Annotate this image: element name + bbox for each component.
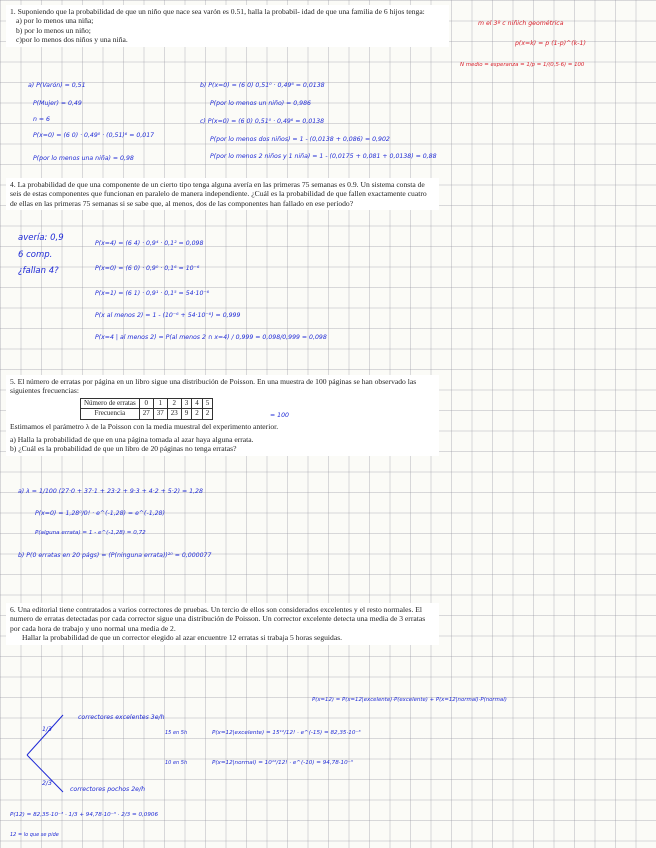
hw5-a1: a) λ = 1/100 (27·0 + 37·1 + 23·2 + 9·3 + 4·2 + 5·2) = 1,28	[18, 488, 203, 495]
hw4-l1: P(x=4) = (6 4) · 0,9⁴ · 0,1² = 0,098	[95, 240, 204, 247]
problem-5-a: a) Halla la probabilidad de que en una página tomada al azar haya alguna errata.	[10, 435, 254, 445]
table-cell: 27	[139, 409, 153, 419]
problem-1	[6, 5, 449, 47]
frequency-table	[80, 398, 213, 420]
table-cell: 37	[153, 409, 167, 419]
hw1-c3: P(por lo menos 2 niños y 1 niña) = 1 - (0,0175 + 0,081 + 0,0138) = 0,88	[210, 153, 437, 160]
hw6-third: 1/3	[42, 726, 52, 733]
hw6-pnorm: P(x=12|normal) = 10¹²/12! · e^(-10) = 94,78·10⁻³	[212, 760, 353, 766]
hw6-pexc: P(x=12|excelente) = 15¹²/12! · e^(-15) = 82,35·10⁻³	[212, 730, 361, 736]
table-cell: 3	[181, 398, 192, 408]
problem-6-text-2: Hallar la probabilidad de que un corrector elegido al azar encuentre 12 erratas si trabaja 5 horas seguidas.	[22, 633, 343, 643]
frequency-table-wrap	[10, 396, 435, 422]
margin-note-3: N medio = esperanza = 1/p = 1/(0,5·6) = 100	[460, 62, 585, 68]
hw4-l5: P(x=4 | al menos 2) = P(al menos 2 ∩ x=4) / 0,999 = 0,098/0,999 = 0,098	[95, 334, 327, 341]
hw1-b2: P(por lo menos un niño) = 0,986	[210, 100, 311, 107]
problem-4-text: 4. La probabilidad de que una componente de un cierto tipo tenga alguna avería en las primeras 75 semanas es 0.9. Un sistema consta de seis de estas componentes que funcionan en paralelo de manera independiente. ¿Cuál es la probabilidad de que fallen exactamente cuatro de ellas en las primeras 75 semanas si se sabe que, al menos, dos de las componentes han fallado en ese período?	[10, 180, 427, 208]
table-cell: 5	[202, 398, 213, 408]
table-row-label: Frecuencia	[81, 409, 140, 419]
problem-5-lambda-note: Estimamos el parámetro λ de la Poisson con la media muestral del experimento anterior.	[10, 421, 279, 431]
hw6-frac: 15 en 5h	[165, 730, 188, 736]
table-cell: 0	[139, 398, 153, 408]
hw1-b1: b) P(x=0) = (6 0) 0,51⁰ · 0,49⁶ = 0,0138	[200, 82, 325, 89]
hw1-a2: P(Mujer) = 0,49	[33, 100, 82, 107]
hw1-a3: n = 6	[33, 116, 50, 123]
hw4-n2: 6 comp.	[18, 250, 53, 260]
problem-1-a: a) por lo menos una niña;	[16, 16, 94, 26]
hw6-exc: correctores excelentes 3e/h	[78, 714, 165, 721]
hw5-a2: P(x=0) = 1,28⁰/0! · e^(-1,28) = e^(-1,28)	[35, 510, 165, 517]
margin-note-2: p(x=k) = p (1-p)^(k-1)	[515, 40, 586, 47]
table-total: = 100	[270, 411, 289, 419]
table-cell: 9	[181, 409, 192, 419]
hw4-l3: P(x=1) = (6 1) · 0,9¹ · 0,1⁵ = 54·10⁻⁶	[95, 290, 210, 297]
table-cell: 2	[202, 409, 213, 419]
hw6-twothirds: 2/3	[42, 780, 52, 787]
hw1-c1: c) P(x=0) = (6 0) 0,51⁰ · 0,49⁶ = 0,0138	[200, 118, 325, 125]
table-row	[81, 398, 213, 408]
problem-1-c: c)por lo menos dos niños y una niña.	[16, 35, 128, 45]
table-cell: 23	[167, 409, 181, 419]
problem-1-b: b) por lo menos un niño;	[16, 25, 91, 35]
hw4-n1: avería: 0,9	[18, 233, 64, 243]
hw1-a1: a) P(Varón) = 0,51	[28, 82, 86, 89]
hw6-total: P(x=12) = P(x=12|excelente)·P(excelente) + P(x=12|normal)·P(normal)	[312, 697, 507, 703]
hw4-l2: P(x=0) = (6 0) · 0,9⁰ · 0,1⁶ = 10⁻⁶	[95, 265, 200, 272]
table-cell: 4	[192, 398, 203, 408]
problem-5	[6, 375, 439, 456]
hw6-result: P(12) = 82,35·10⁻³ · 1/3 + 94,78·10⁻³ · 2/3 = 0,0906	[10, 812, 159, 818]
hw1-a5: P(por lo menos una niña) = 0,98	[33, 155, 134, 162]
hw4-l4: P(x al menos 2) = 1 - (10⁻⁶ + 54·10⁻⁶) = 0,999	[95, 312, 241, 319]
hw5-b1: b) P(0 erratas en 20 págs) = (P(ninguna errata))²⁰ = 0,000077	[18, 552, 212, 559]
problem-4	[6, 178, 439, 210]
problem-6-text-1: 6. Una editorial tiene contratados a varios correctores de pruebas. Un tercio de ellos son considerados excelentes y el resto normales. El numero de erratas detectadas por cada corrector sigue una distribución de Poisson. Un corrector excelente detecta una media de 3 erratas por cada hora de trabajo y uno normal una media de 2.	[10, 605, 426, 633]
hw6-foot: 12 = lo que se pide	[10, 832, 59, 838]
table-cell: 2	[192, 409, 203, 419]
hw4-n3: ¿fallan 4?	[18, 266, 59, 276]
hw5-a3: P(alguna errata) = 1 - e^(-1,28) = 0,72	[35, 530, 146, 536]
hw1-a4: P(x=0) = (6 0) · 0,49⁰ · (0,51)⁶ = 0,017	[33, 132, 155, 139]
margin-note-1: m el 3º c niñich geométrica	[478, 20, 564, 27]
problem-5-intro: 5. El número de erratas por página en un libro sigue una distribución de Poisson. En una muestra de 100 páginas se han observado las siguientes frecuencias:	[10, 377, 417, 396]
problem-1-title: 1. Suponiendo que la probabilidad de que un niño que nace sea varón es 0.51, halla la probabil- idad de que una familia de 6 hijos tenga:	[10, 7, 425, 16]
problem-5-b: b) ¿Cuál es la probabilidad de que un libro de 20 páginas no tenga erratas?	[10, 444, 237, 454]
hw1-c2: P(por lo menos dos niños) = 1 - (0,0138 + 0,086) = 0,902	[210, 136, 390, 143]
hw6-tenh: 10 en 5h	[165, 760, 188, 766]
table-cell: 1	[153, 398, 167, 408]
hw6-norm: correctores pochos 2e/h	[70, 786, 145, 793]
problem-6	[6, 603, 439, 645]
table-row-label: Número de erratas	[81, 398, 140, 408]
table-cell: 2	[167, 398, 181, 408]
table-row	[81, 409, 213, 419]
